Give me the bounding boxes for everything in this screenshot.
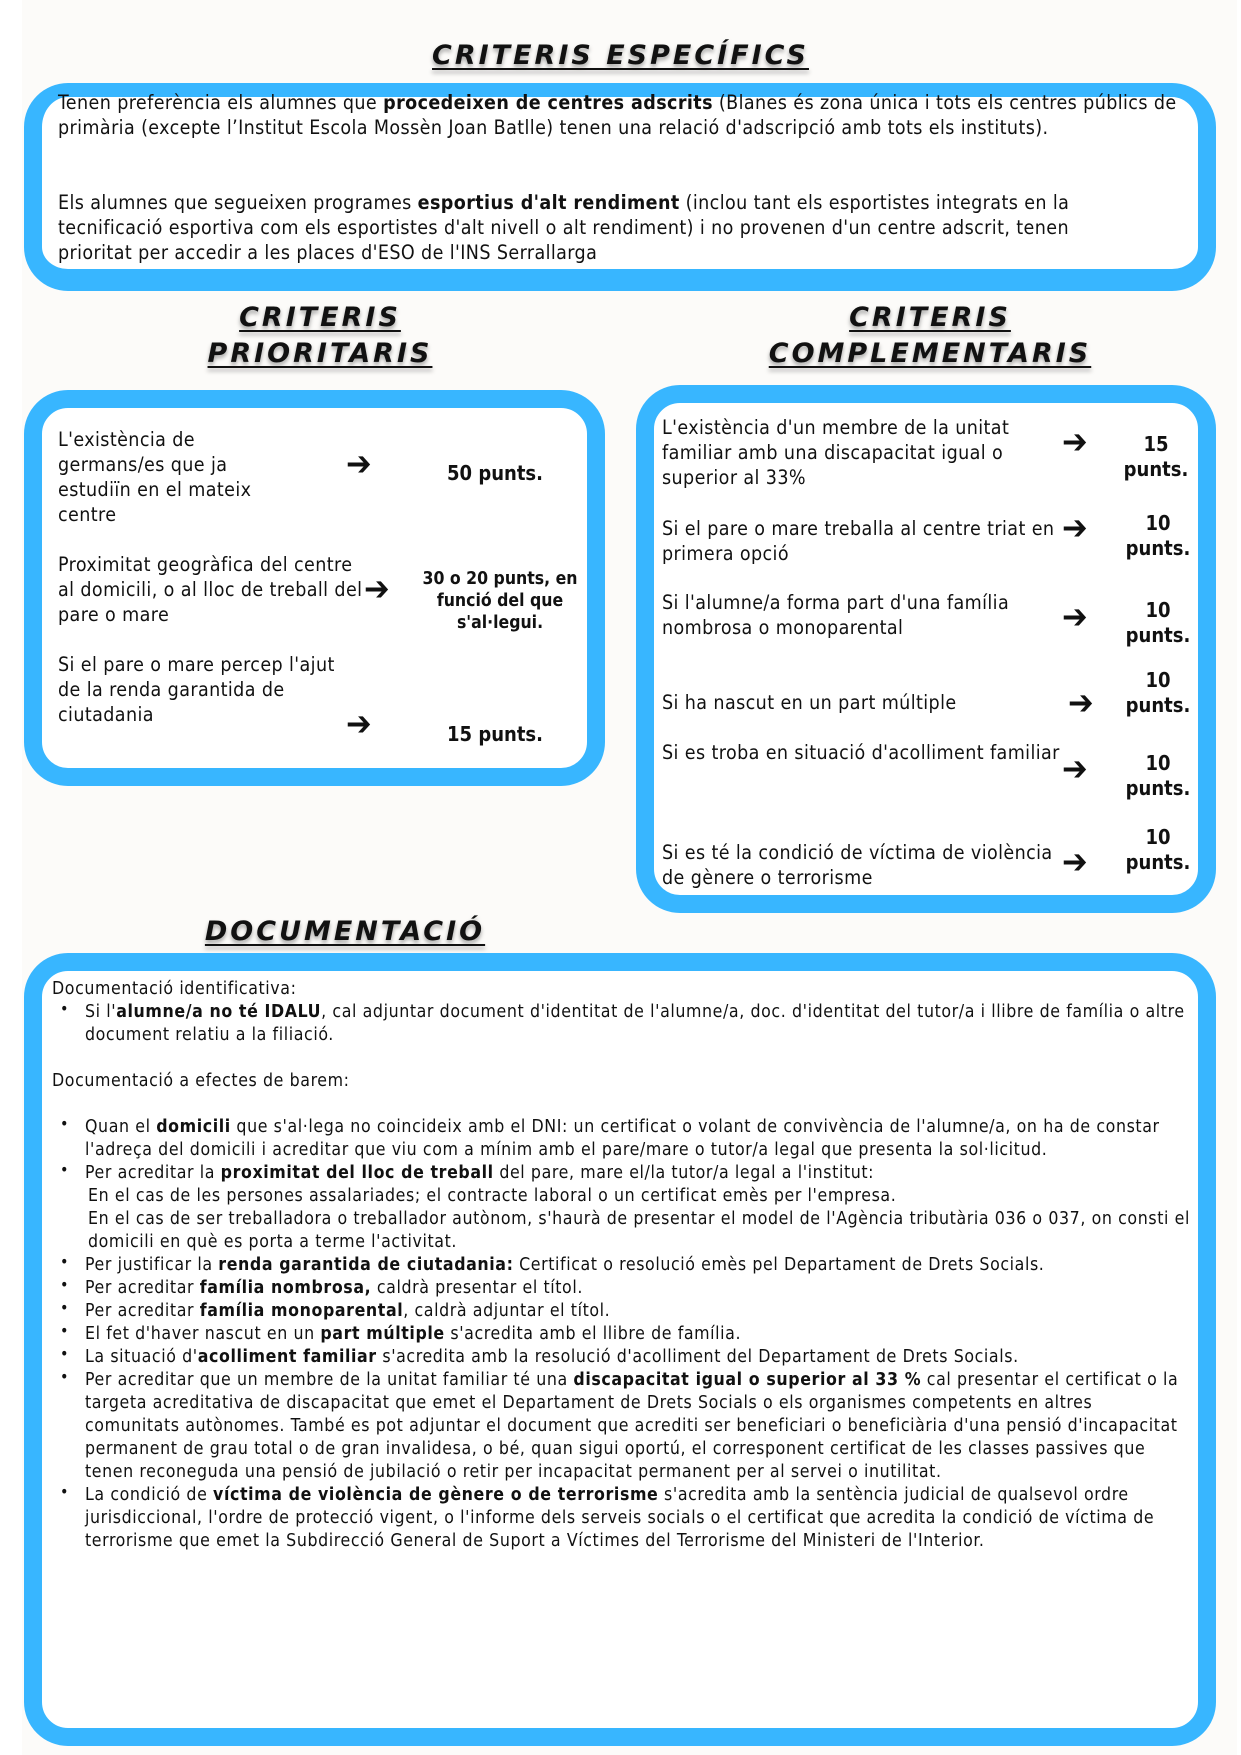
complementary-item-text: Si es troba en situació d'acolliment familiar <box>662 741 1060 764</box>
text: Quan el <box>85 1117 157 1137</box>
arrow-right-icon: ➔ <box>1062 508 1088 548</box>
list-item <box>52 1116 1192 1162</box>
bold-text: discapacitat igual o superior al 33 % <box>573 1370 922 1390</box>
complementary-item-text: Si l'alumne/a forma part d'una família nombrosa o monoparental <box>662 591 1010 639</box>
arrow-right-icon: ➔ <box>346 704 372 744</box>
list-item <box>52 1323 1192 1346</box>
arrow-right-icon: ➔ <box>1062 749 1088 789</box>
sub-text: En el cas de les persones assalariades; el contracte laboral o un certificat emès per l'empresa. <box>88 1186 897 1206</box>
complementary-item-text: Si ha nascut en un part múltiple <box>662 691 957 714</box>
barem-heading: Documentació a efectes de barem: <box>52 1071 350 1091</box>
bold-text: part múltiple <box>320 1324 445 1344</box>
specific-criteria-heading: CRITERIS ESPECÍFICS <box>432 40 809 71</box>
text: que s'al·lega no coincideix amb el DNI: un certificat o volant de convivència de l'alumne/a, on ha de constar l'adreça del domicili i acreditar que viu com a mínim amb el pare/mare o tutor/a legal que presenta la sol·licitud. <box>85 1117 1160 1160</box>
text: Certificat o resolució emès pel Departament de Drets Socials. <box>513 1255 1045 1275</box>
list-item <box>52 1162 1192 1254</box>
priority-item-text: Proximitat geogràfica del centre al domicili, o al lloc de treball del pare o mare <box>58 553 363 626</box>
heading-line: CRITERIS <box>849 302 1011 333</box>
text: , caldrà adjuntar el títol. <box>403 1301 611 1321</box>
text: Per acreditar <box>85 1278 200 1298</box>
sub-text: En el cas de ser treballadora o treballador autònom, s'haurà de presentar el model de l'Agència tributària 036 o 037, on consti el domicili en què es porta a terme l'activitat. <box>88 1209 1190 1252</box>
heading-line: COMPLEMENTARIS <box>768 338 1092 369</box>
list-item <box>52 1484 1192 1553</box>
barem-list <box>52 1116 1192 1553</box>
text: del pare, mare el/la tutor/a legal a l'institut: <box>493 1163 875 1183</box>
list-item <box>52 1277 1192 1300</box>
list-item <box>52 1254 1192 1277</box>
text: s'acredita amb la resolució d'acolliment del Departament de Drets Socials. <box>376 1347 1019 1367</box>
heading-line: CRITERIS <box>239 302 401 333</box>
bold-text: esportius d'alt rendiment <box>417 191 680 214</box>
list-item <box>52 1369 1192 1484</box>
specific-paragraph-2 <box>58 190 1138 265</box>
list-item <box>52 1346 1192 1369</box>
documentation-content <box>52 978 1192 1553</box>
bold-text: família monoparental <box>199 1301 404 1321</box>
complementary-criteria-heading <box>740 300 1120 372</box>
list-item <box>52 1001 1192 1047</box>
text: Si l' <box>85 1002 117 1022</box>
complementary-item-text: Si es té la condició de víctima de violència de gènere o terrorisme <box>662 841 1053 889</box>
text: Per acreditar <box>85 1301 200 1321</box>
complementary-item-points: 10 punts. <box>1125 751 1191 800</box>
complementary-item-text: Si el pare o mare treballa al centre triat en primera opció <box>662 517 1055 565</box>
text: Els alumnes que segueixen programes <box>58 191 418 214</box>
text: cal presentar el certificat o la targeta acreditativa de discapacitat que emet el Departament de Drets Socials o els organismes competents en altres comunitats autònomes. També es pot adjuntar el document que acrediti ser beneficiari o beneficiària d'una pensió d'incapacitat permanent de grau total o de gran invalidesa, o bé, quan sigui oportú, el corresponent certificat de les classes passives que tenen reconeguda una pensió de jubilació o retir per incapacitat permanent per al servei o inutilitat. <box>85 1370 1179 1482</box>
text: Tenen preferència els alumnes que <box>58 91 384 114</box>
priority-item-points: 30 o 20 punts, en funció del que s'al·legui. <box>422 569 578 633</box>
specific-paragraph-1 <box>58 90 1178 140</box>
priority-item-points: 50 punts. <box>447 461 543 485</box>
complementary-item-points: 15 punts. <box>1123 432 1189 481</box>
text: (Blanes és zona única i tots els centres públics de primària (excepte l’Institut Escola Mossèn Joan Batlle) tenen una relació d'adscripció amb tots els instituts). <box>58 91 1177 139</box>
bold-text: acolliment familiar <box>197 1347 377 1367</box>
text: caldrà presentar el títol. <box>371 1278 583 1298</box>
complementary-item-points: 10 punts. <box>1125 825 1191 874</box>
text: La situació d' <box>85 1347 198 1367</box>
arrow-right-icon: ➔ <box>1068 683 1094 723</box>
id-heading: Documentació identificativa: <box>52 979 297 999</box>
text: s'acredita amb el llibre de família. <box>444 1324 742 1344</box>
bold-text: víctima de violència de gènere o de terrorisme <box>213 1485 659 1505</box>
priority-criteria-heading <box>160 300 480 372</box>
text: s'acredita amb la sentència judicial de qualsevol ordre jurisdiccional, l'ordre de protecció vigent, o l'informe dels serveis socials o el certificat que acredita la condició de víctima de terrorisme que emet la Subdirecció General de Suport a Víctimes del Terrorisme del Ministeri de l'Interior. <box>85 1485 1155 1551</box>
text: Per acreditar que un membre de la unitat familiar té una <box>85 1370 574 1390</box>
documentation-heading: DOCUMENTACIÓ <box>204 916 486 947</box>
bold-text: alumne/a no té IDALU <box>116 1002 322 1022</box>
arrow-right-icon: ➔ <box>346 444 372 484</box>
text: Per justificar la <box>85 1255 219 1275</box>
priority-item-text: Si el pare o mare percep l'ajut de la renda garantida de ciutadania <box>58 653 335 726</box>
text: (inclou tant els esportistes integrats en la tecnificació esportiva com els esportistes d'alt nivell o alt rendiment) i no provenen d'un centre adscrit, tenen prioritat per accedir a les places d'ESO de l'INS Serrallarga <box>58 191 1070 264</box>
complementary-item-points: 10 punts. <box>1125 598 1191 647</box>
list-item <box>52 1300 1192 1323</box>
arrow-right-icon: ➔ <box>1062 597 1088 637</box>
arrow-right-icon: ➔ <box>364 569 390 609</box>
complementary-item-points: 10 punts. <box>1125 511 1191 560</box>
text: El fet d'haver nascut en un <box>85 1324 321 1344</box>
text: Per acreditar la <box>85 1163 221 1183</box>
complementary-item-text: L'existència d'un membre de la unitat familiar amb una discapacitat igual o superior al 33% <box>662 416 1010 489</box>
arrow-right-icon: ➔ <box>1062 422 1088 462</box>
complementary-item-points: 10 punts. <box>1125 668 1191 717</box>
priority-item-text: L'existència de germans/es que ja estudiïn en el mateix centre <box>58 428 252 526</box>
bold-text: renda garantida de ciutadania: <box>218 1255 514 1275</box>
text: , cal adjuntar document d'identitat de l'alumne/a, doc. d'identitat del tutor/a i llibre de família o altre document relatiu a la filiació. <box>85 1002 1185 1045</box>
heading-line: PRIORITARIS <box>207 338 433 369</box>
bold-text: proximitat del lloc de treball <box>220 1163 494 1183</box>
bold-text: família nombrosa, <box>199 1278 372 1298</box>
text: La condició de <box>85 1485 214 1505</box>
priority-item-points: 15 punts. <box>447 722 543 746</box>
bold-text: domicili <box>156 1117 231 1137</box>
bold-text: procedeixen de centres adscrits <box>383 91 713 114</box>
arrow-right-icon: ➔ <box>1062 842 1088 882</box>
